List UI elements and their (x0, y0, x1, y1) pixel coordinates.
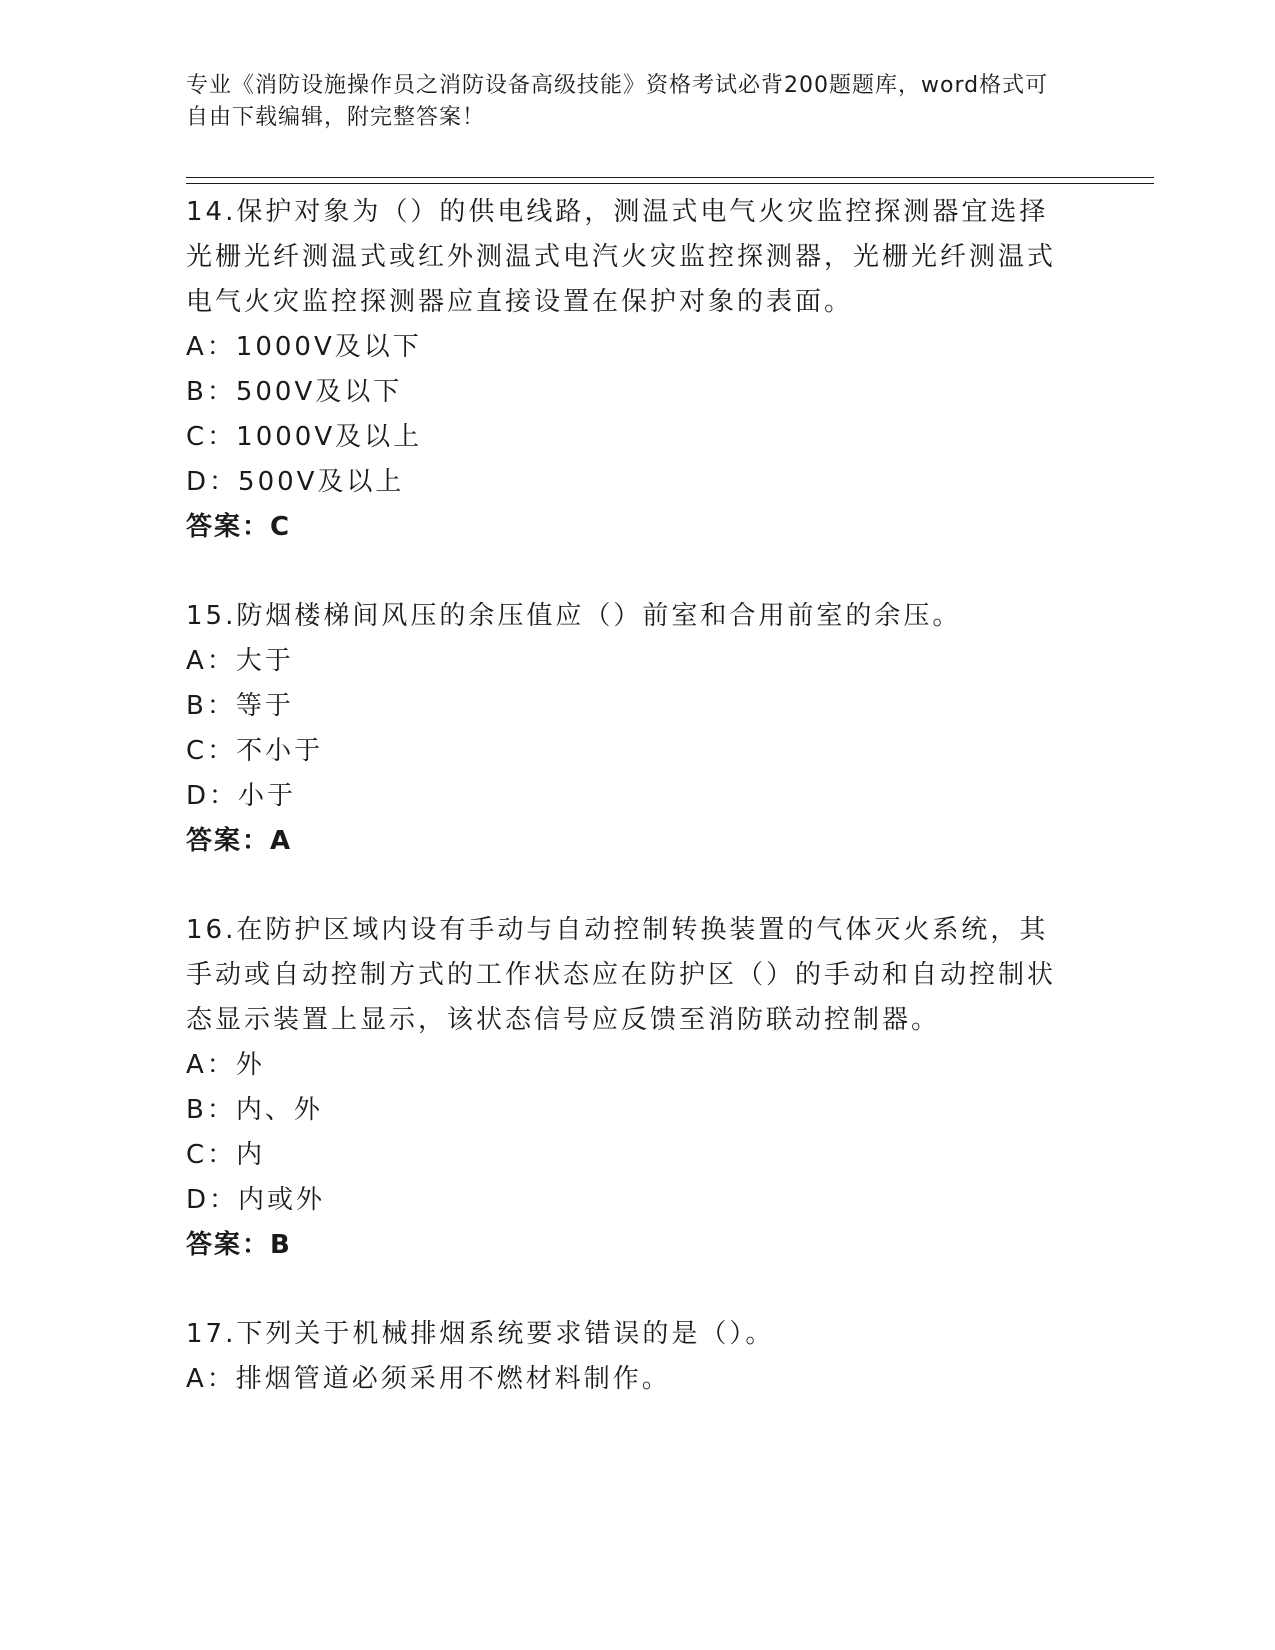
option-b: B：500V及以下 (186, 377, 403, 407)
option-c: C：不小于 (186, 736, 324, 766)
option-d: D：内或外 (186, 1185, 326, 1215)
question-14 (186, 190, 1066, 550)
option-a: A：排烟管道必须采用不燃材料制作。 (186, 1364, 671, 1394)
option-c: C：1000V及以上 (186, 422, 423, 452)
question-17 (186, 1312, 1066, 1402)
question-stem: 14.保护对象为（）的供电线路，测温式电气火灾监控探测器宜选择光栅光纤测温式或红外测温式电汽火灾监控探测器，光栅光纤测温式电气火灾监控探测器应直接设置在保护对象的表面。 (186, 197, 1057, 317)
answer-label: 答案：A (186, 826, 293, 856)
option-a: A：大于 (186, 646, 294, 676)
question-16 (186, 908, 1066, 1268)
answer-label: 答案：C (186, 512, 292, 542)
option-d: D：500V及以上 (186, 467, 405, 497)
document-header: 专业《消防设施操作员之消防设备高级技能》资格考试必背200题题库，word格式可自由下载编辑，附完整答案！ (186, 73, 1049, 130)
question-stem: 15.防烟楼梯间风压的余压值应（）前室和合用前室的余压。 (186, 601, 962, 631)
option-a: A：1000V及以下 (186, 332, 422, 362)
question-stem: 16.在防护区域内设有手动与自动控制转换装置的气体灭火系统，其手动或自动控制方式的工作状态应在防护区（）的手动和自动控制状态显示装置上显示，该状态信号应反馈至消防联动控制器。 (186, 915, 1057, 1035)
option-a: A：外 (186, 1050, 265, 1080)
header-divider-bottom (186, 183, 1154, 184)
header-divider-top (186, 177, 1154, 178)
question-list (186, 190, 1066, 1446)
option-d: D：小于 (186, 781, 297, 811)
answer-label: 答案：B (186, 1230, 292, 1260)
option-b: B：等于 (186, 691, 294, 721)
option-b: B：内、外 (186, 1095, 323, 1125)
question-15 (186, 594, 1066, 864)
question-stem: 17.下列关于机械排烟系统要求错误的是（）。 (186, 1319, 775, 1349)
option-c: C：内 (186, 1140, 266, 1170)
